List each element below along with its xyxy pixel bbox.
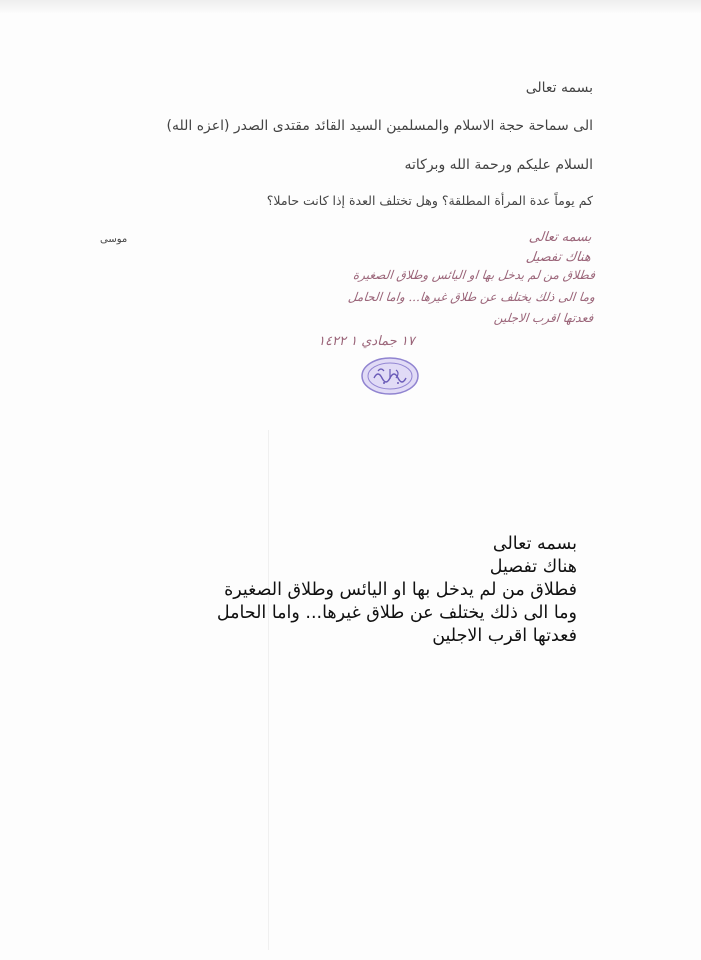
handwritten-line-2: هناك تفصيل (525, 250, 592, 265)
letter-question: كم يوماً عدة المرأة المطلقة؟ وهل تختلف العدة إذا كانت حاملا؟ (266, 193, 593, 208)
typed-transcription (217, 533, 577, 648)
paper-fold (0, 0, 701, 14)
handwritten-line-5: فعدتها اقرب الاجلين (492, 311, 594, 325)
transcription-line: وما الى ذلك يختلف عن طلاق غيرها... واما الحامل (216, 603, 577, 623)
official-seal-stamp (360, 356, 420, 396)
transcription-line: فعدتها اقرب الاجلين (432, 626, 577, 646)
sender-name: موسى (100, 234, 128, 245)
letter-opening: بسمه تعالى (525, 80, 593, 96)
transcription-line: بسمه تعالى (492, 534, 577, 554)
handwritten-date: ١٧ جمادي ١ ١٤٢٢ (318, 334, 415, 349)
handwritten-line-1: بسمه تعالى (527, 230, 592, 245)
transcription-line: فطلاق من لم يدخل بها او اليائس وطلاق الصغيرة (224, 580, 577, 600)
transcription-line: هناك تفصيل (489, 557, 577, 577)
letter-addressee: الى سماحة حجة الاسلام والمسلمين السيد القائد مقتدى الصدر (اعزه الله) (166, 118, 593, 134)
handwritten-line-3: فطلاق من لم يدخل بها او اليائس وطلاق الصغيرة (352, 268, 596, 282)
letter-greeting: السلام عليكم ورحمة الله وبركاته (404, 157, 593, 173)
paper-crease (268, 430, 269, 950)
handwritten-line-4: وما الى ذلك يختلف عن طلاق غيرها... واما الحامل (347, 290, 596, 304)
